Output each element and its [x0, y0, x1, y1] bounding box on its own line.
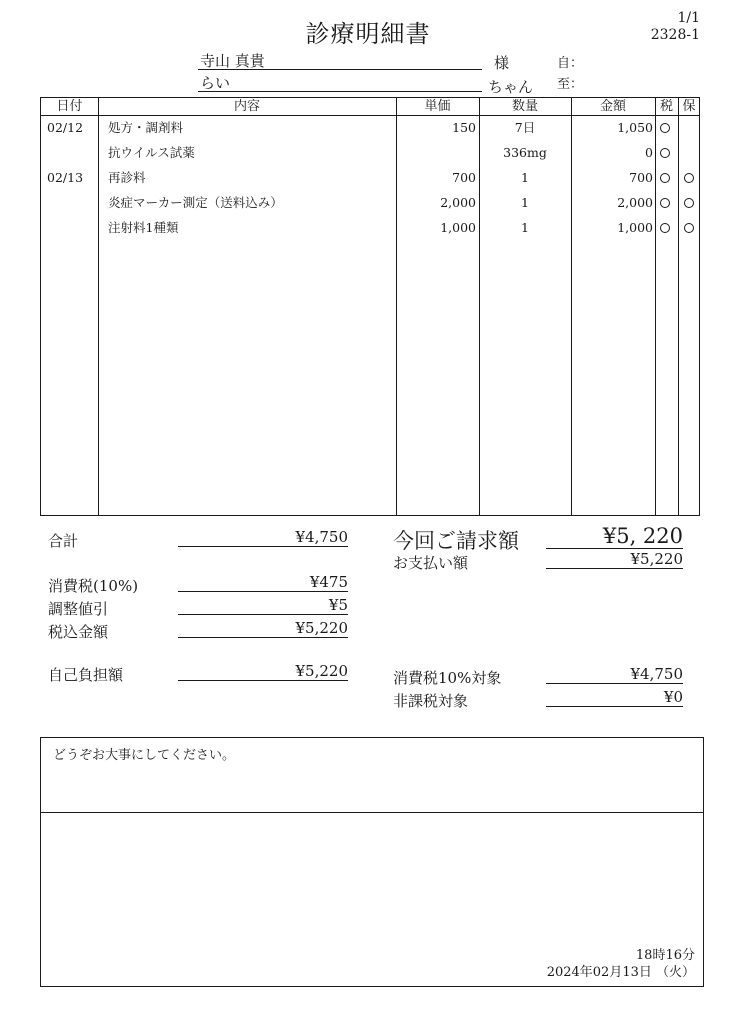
row-quantity: 1: [521, 195, 529, 210]
header-insurance: 保: [682, 99, 696, 114]
taxable-value: ¥4,750: [546, 665, 683, 684]
row-content: 炎症マーカー測定（送料込み）: [108, 195, 283, 210]
header-amount: 金額: [599, 99, 626, 114]
row-unit-price: 150: [452, 120, 476, 135]
header-tax: 税: [659, 99, 673, 114]
notes-box: [40, 813, 704, 987]
issue-date: 2024年02月13日 （火）: [546, 965, 695, 980]
row-date: 02/12: [47, 120, 84, 135]
row-content: 抗ウイルス試薬: [108, 145, 195, 160]
adjust-value: ¥5: [178, 596, 348, 615]
adjust-label: 調整値引: [48, 600, 109, 618]
issue-time: 18時16分: [635, 948, 695, 963]
row-unit-price: 700: [452, 170, 476, 185]
row-quantity: 336mg: [503, 145, 547, 160]
row-quantity: 7日: [514, 120, 536, 135]
tax-mark: [660, 148, 670, 158]
billing-label: 今回ご請求額: [393, 529, 519, 553]
tax-mark: [660, 123, 670, 133]
nontaxable-label: 非課税対象: [393, 692, 469, 710]
document-title: 診療明細書: [305, 20, 431, 48]
billing-value: ¥5, 220: [546, 524, 683, 549]
owner-name: 寺山 真貴: [200, 52, 265, 70]
insurance-mark: [684, 223, 694, 233]
row-amount: 1,000: [617, 220, 653, 235]
row-amount: 2,000: [617, 195, 653, 210]
document-number: 2328-1: [650, 27, 700, 43]
tax-label: 消費税(10%): [48, 577, 139, 595]
row-unit-price: 2,000: [440, 195, 476, 210]
self-pay-label: 自己負担額: [48, 666, 124, 684]
row-date: 02/13: [47, 170, 84, 185]
header-content: 内容: [233, 99, 260, 114]
message-text: どうぞお大事にしてください。: [53, 748, 236, 763]
tax-mark: [660, 223, 670, 233]
header-unit-price: 単価: [424, 99, 451, 114]
tax-value: ¥475: [178, 573, 348, 592]
insurance-mark: [684, 198, 694, 208]
pet-name: らい: [200, 74, 231, 92]
pet-suffix: ちゃん: [488, 78, 534, 96]
row-content: 処方・調剤料: [108, 120, 184, 135]
subtotal-value: ¥4,750: [178, 528, 348, 547]
tax-incl-value: ¥5,220: [178, 619, 348, 638]
taxable-label: 消費税10%対象: [393, 669, 502, 687]
page-info: [651, 10, 700, 44]
pet-name-line: [198, 74, 482, 92]
row-content: 再診料: [108, 170, 146, 185]
row-quantity: 1: [521, 220, 529, 235]
payment-value: ¥5,220: [546, 550, 683, 569]
row-content: 注射料1種類: [108, 220, 179, 235]
message-box: [40, 737, 704, 813]
insurance-mark: [684, 173, 694, 183]
row-quantity: 1: [521, 170, 529, 185]
header-date: 日付: [56, 99, 83, 114]
row-amount: 700: [629, 170, 653, 185]
self-pay-value: ¥5,220: [178, 662, 348, 681]
row-unit-price: [396, 143, 476, 163]
row-unit-price: 1,000: [440, 220, 476, 235]
tax-mark: [660, 173, 670, 183]
detail-table: [40, 97, 700, 516]
period-from-label: 自：: [557, 56, 584, 71]
page-number: 1/1: [677, 10, 700, 26]
owner-suffix: 様: [494, 54, 510, 72]
tax-mark: [660, 198, 670, 208]
payment-label: お支払い額: [393, 554, 469, 572]
row-amount: 1,050: [617, 120, 653, 135]
nontaxable-value: ¥0: [546, 688, 683, 707]
subtotal-label: 合計: [48, 532, 79, 550]
period-to-label: 至：: [557, 77, 584, 92]
header-quantity: 数量: [511, 99, 538, 114]
tax-incl-label: 税込金額: [48, 623, 109, 641]
row-amount: 0: [645, 145, 653, 160]
